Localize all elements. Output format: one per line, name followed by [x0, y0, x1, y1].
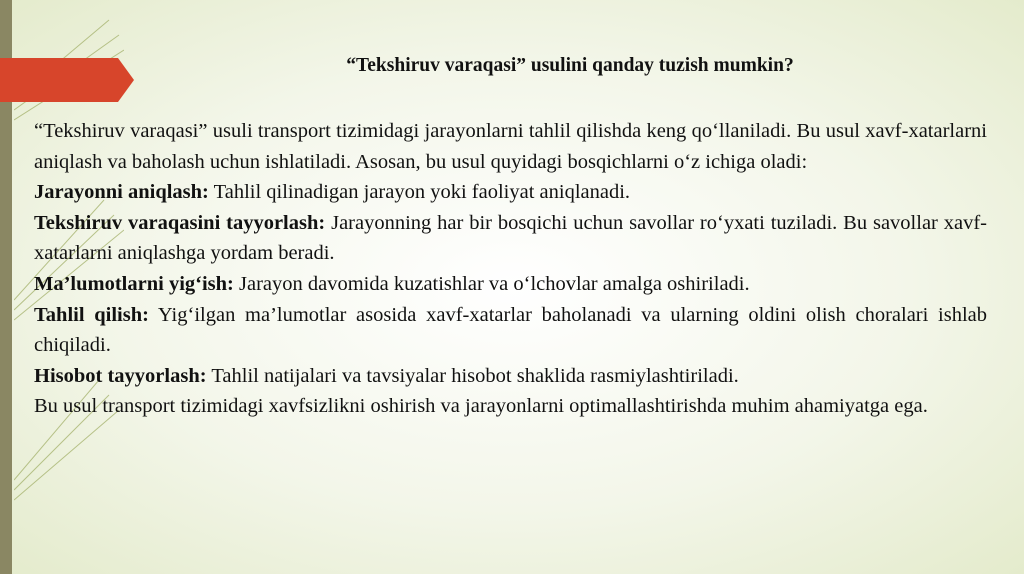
step-text: Jarayonning har bir bosqichi uchun savollar ro‘yxati tuziladi. Bu savollar xavf-xatarlarni aniqlashga yordam beradi.: [34, 211, 987, 265]
step-item: [34, 361, 987, 392]
conclusion-paragraph: Bu usul transport tizimidagi xavfsizlikni oshirish va jarayonlarni optimallashtirishda muhim ahamiyatga ega.: [34, 395, 928, 418]
step-term: Jarayonni aniqlash:: [34, 181, 209, 204]
step-text: Tahlil natijalari va tavsiyalar hisobot shaklida rasmiylashtiriladi.: [206, 364, 739, 387]
step-text: Tahlil qilinadigan jarayon yoki faoliyat aniqlanadi.: [208, 181, 631, 204]
step-item: [34, 208, 987, 269]
slide-body: [34, 116, 987, 422]
step-item: [34, 177, 987, 208]
step-item: [34, 269, 987, 300]
step-term: Tahlil qilish:: [34, 303, 149, 326]
step-term: Ma’lumotlarni yig‘ish:: [34, 272, 234, 295]
slide-title: “Tekshiruv varaqasi” usulini qanday tuzish mumkin?: [346, 55, 794, 76]
intro-paragraph: “Tekshiruv varaqasi” usuli transport tizimidagi jarayonlarni tahlil qilishda keng qo‘llaniladi. Bu usul xavf-xatarlarni aniqlash va baholash uchun ishlatiladi. Asosan, bu usul quyidagi bosqichlarni o‘z ichiga oladi:: [34, 120, 987, 173]
title-ribbon-arrow: [0, 58, 134, 102]
step-text: Yig‘ilgan ma’lumotlar asosida xavf-xatarlar baholanadi va ularning oldini olish choralari ishlab chiqiladi.: [34, 303, 987, 357]
step-term: Tekshiruv varaqasini tayyorlash:: [34, 211, 326, 234]
step-item: [34, 300, 987, 361]
step-text: Jarayon davomida kuzatishlar va o‘lchovlar amalga oshiriladi.: [233, 272, 750, 295]
step-term: Hisobot tayyorlash:: [34, 364, 207, 387]
